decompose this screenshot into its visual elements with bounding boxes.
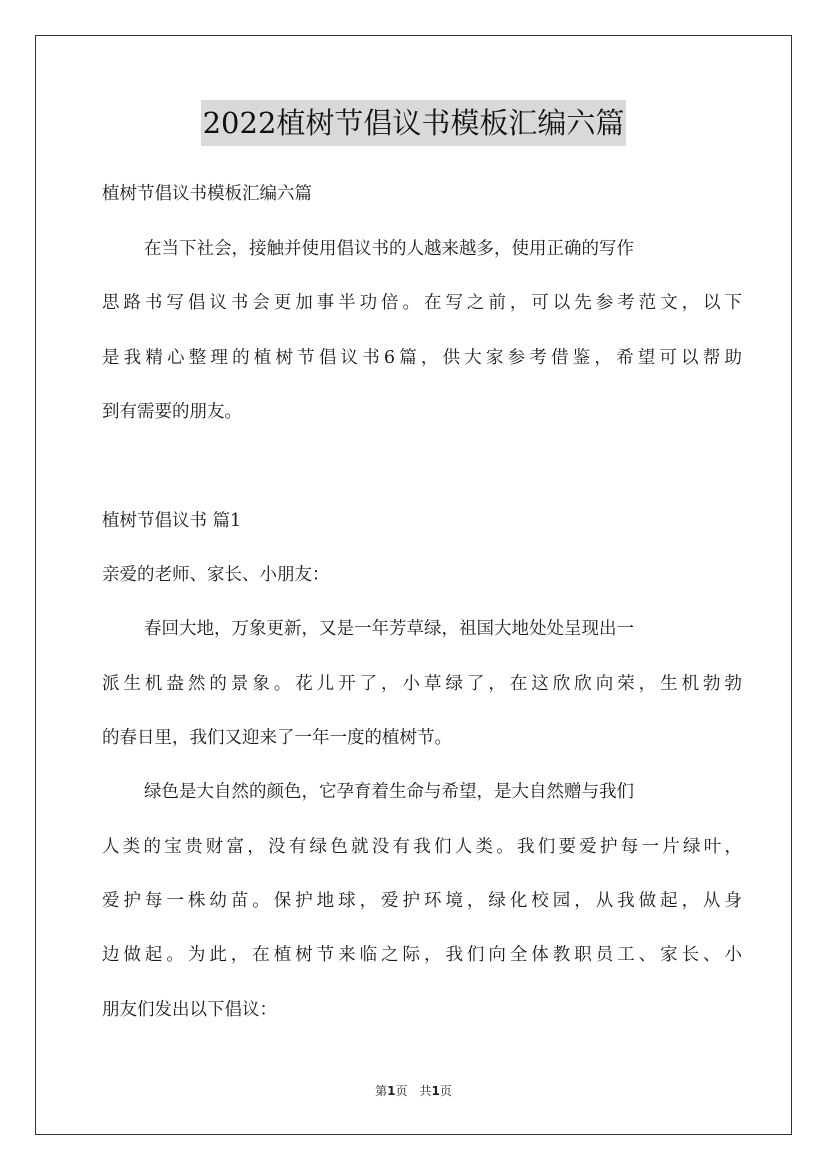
- footer-page-current: 1: [387, 1084, 396, 1098]
- salutation: 亲爱的老师、家长、小朋友：: [102, 565, 330, 585]
- footer-page-label: 页: [395, 1084, 408, 1098]
- footer-total-label: 页: [439, 1084, 452, 1098]
- paragraph1-line-3: 的春日里，我们又迎来了一年一度的植树节。: [102, 728, 452, 748]
- intro-line-3: 是我精心整理的植树节倡议书6篇，供大家参考借鉴，希望可以帮助: [102, 348, 742, 368]
- paragraph2-line-1: 绿色是大自然的颜色，它孕育着生命与希望，是大自然赠与我们: [144, 782, 634, 802]
- footer-page-prefix: 第: [375, 1084, 388, 1098]
- intro-line-1: 在当下社会，接触并使用倡议书的人越来越多，使用正确的写作: [144, 239, 634, 259]
- paragraph2-line-2: 人类的宝贵财富，没有绿色就没有我们人类。我们要爱护每一片绿叶，: [102, 837, 742, 857]
- document-subtitle: 植树节倡议书模板汇编六篇: [102, 184, 312, 204]
- paragraph1-line-1: 春回大地，万象更新，又是一年芳草绿，祖国大地处处呈现出一: [144, 619, 634, 639]
- intro-line-4: 到有需要的朋友。: [102, 402, 242, 422]
- section-heading: 植树节倡议书 篇1: [102, 511, 242, 531]
- footer-total-prefix: 共: [419, 1084, 432, 1098]
- footer-page-total: 1: [431, 1084, 440, 1098]
- page-footer: [0, 1083, 827, 1099]
- document-title: 2022植树节倡议书模板汇编六篇: [201, 100, 627, 146]
- title-container: [0, 100, 827, 146]
- paragraph2-line-5: 朋友们发出以下倡议：: [102, 1000, 277, 1020]
- intro-line-2: 思路书写倡议书会更加事半功倍。在写之前，可以先参考范文，以下: [102, 293, 742, 313]
- paragraph2-line-4: 边做起。为此，在植树节来临之际，我们向全体教职员工、家长、小: [102, 945, 742, 965]
- paragraph1-line-2: 派生机盎然的景象。花儿开了，小草绿了，在这欣欣向荣，生机勃勃: [102, 674, 742, 694]
- paragraph2-line-3: 爱护每一株幼苗。保护地球，爱护环境，绿化校园，从我做起，从身: [102, 891, 742, 911]
